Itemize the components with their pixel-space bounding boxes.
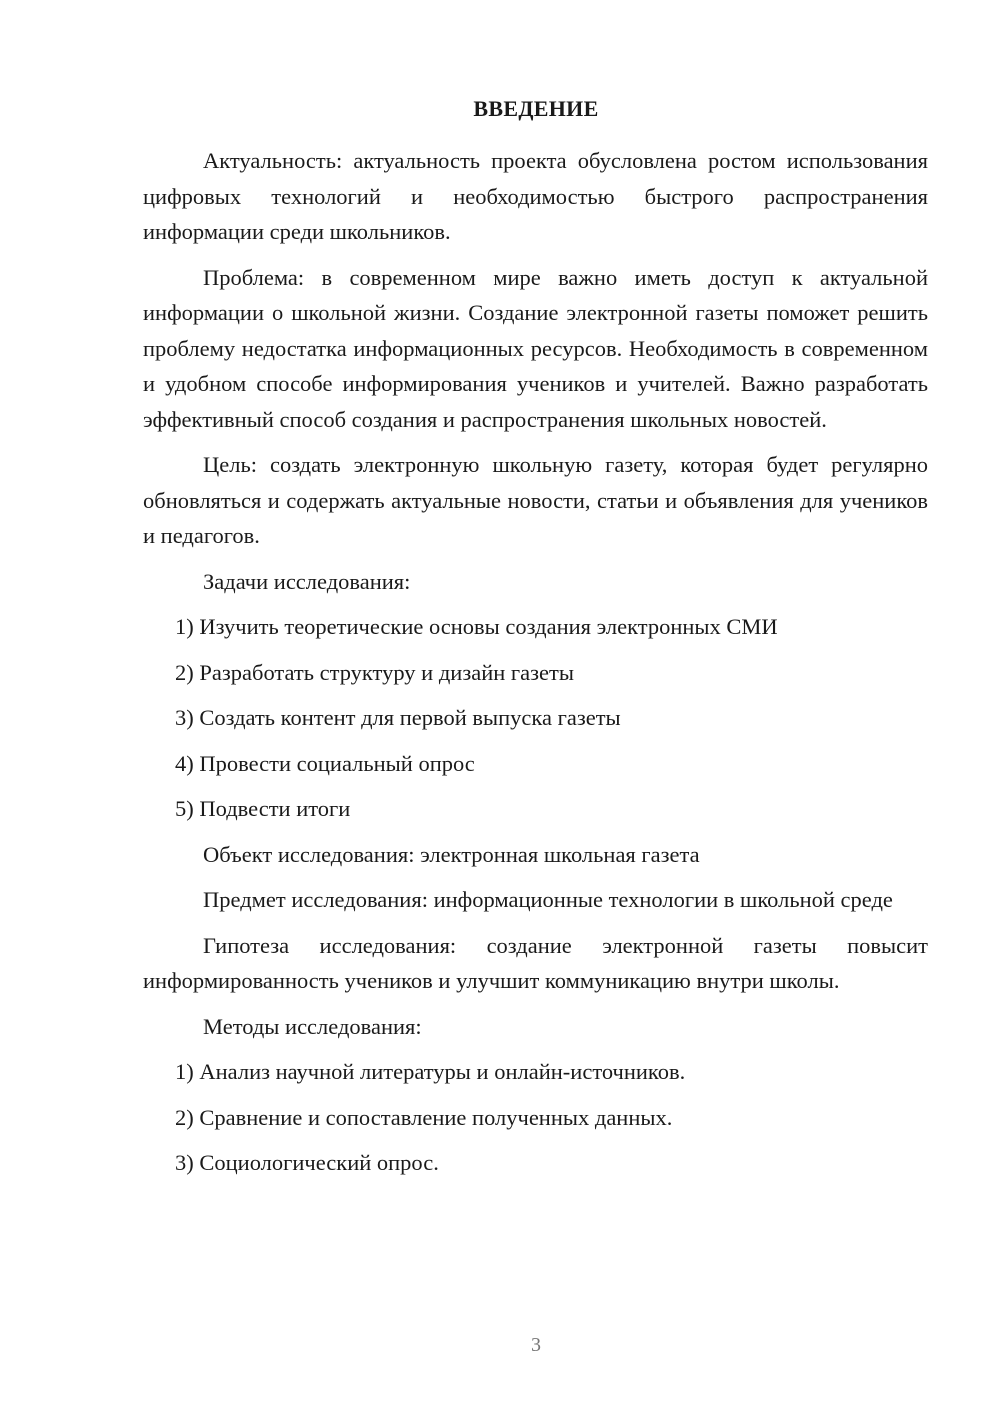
document-body: [143, 143, 928, 1191]
relevance-paragraph: Актуальность: актуальность проекта обусловлена ростом использования цифровых технологий и необходимостью быстрого распространения информации среди школьников.: [143, 148, 928, 244]
list-item: 2) Сравнение и сопоставление полученных данных.: [175, 1104, 673, 1130]
methods-title: Методы исследования:: [203, 1013, 422, 1039]
tasks-title: Задачи исследования:: [203, 568, 411, 594]
subject-paragraph: Предмет исследования: информационные технологии в школьной среде: [203, 887, 893, 912]
list-item: 3) Создать контент для первой выпуска газеты: [175, 705, 621, 730]
list-item: 4) Провести социальный опрос: [175, 750, 475, 776]
hypothesis-paragraph: Гипотеза исследования: создание электронной газеты повысит информированность учеников и улучшит коммуникацию внутри школы.: [143, 932, 928, 993]
list-item: 1) Анализ научной литературы и онлайн-источников.: [175, 1059, 686, 1084]
list-item: 1) Изучить теоретические основы создания электронных СМИ: [175, 614, 778, 639]
page-number: 3: [531, 1334, 541, 1356]
problem-paragraph: Проблема: в современном мире важно иметь доступ к актуальной информации о школьной жизни. Создание электронной газеты поможет решить проблему недостатка информационных ресурсов. Необходимость в современном и удобном способе информирования учеников и учителей. Важно разработать эффективный способ создания и распространения школьных новостей.: [143, 264, 928, 432]
object-paragraph: Объект исследования: электронная школьная газета: [203, 841, 700, 867]
goal-paragraph: Цель: создать электронную школьную газету, которая будет регулярно обновляться и содержать актуальные новости, статьи и объявления для учеников и педагогов.: [143, 452, 928, 548]
list-item: 5) Подвести итоги: [175, 796, 351, 821]
list-item: 3) Социологический опрос.: [175, 1150, 439, 1175]
list-item: 2) Разработать структуру и дизайн газеты: [175, 659, 574, 685]
section-heading: ВВЕДЕНИЕ: [473, 96, 599, 121]
